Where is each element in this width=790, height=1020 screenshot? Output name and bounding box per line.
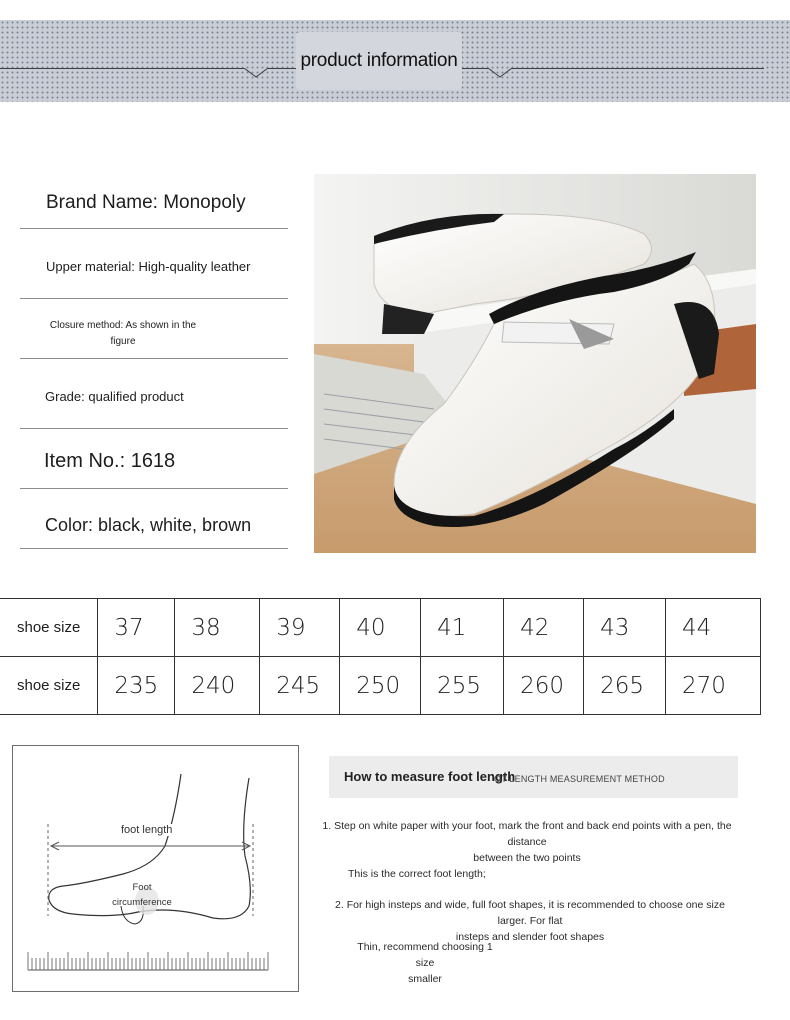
info-row-brand [20,170,288,229]
header-notch-right-icon [488,68,512,78]
size-cell: 40 [340,599,421,657]
step-2-line-1: 2. For high insteps and wide, full foot shapes, it is recommended to choose one size larger. For flat [335,899,725,927]
info-row-item-no [20,429,288,489]
product-photo [314,174,756,553]
circ-line-1: Foot [132,882,152,893]
table-row-eu-size [0,599,761,657]
size-cell: 270 [666,657,761,715]
size-cell: 235 [98,657,175,715]
brand-name: Brand Name: Monopoly [46,192,246,213]
info-row-color [20,489,288,549]
size-cell: 240 [175,657,260,715]
closure-line-2: figure [110,336,136,347]
foot-circumference-label [105,880,179,910]
size-cell: 43 [584,599,666,657]
correct-length-text: This is the correct foot length; [348,868,486,880]
info-row-material [20,229,288,299]
header-divider-right-inner [462,68,488,69]
size-chart-table [0,598,761,715]
header-divider-right [512,68,764,69]
measure-heading-bar [329,756,738,798]
size-cell: 39 [260,599,340,657]
foot-length-label: foot length [121,824,173,836]
item-number: Item No.: 1618 [44,450,176,472]
size-cell: 37 [98,599,175,657]
size-cell: 42 [504,599,584,657]
thin-foot-text [350,939,500,987]
table-row-mm-size [0,657,761,715]
thin-line-1: Thin, recommend choosing 1 size [357,941,493,969]
size-cell: 245 [260,657,340,715]
info-row-grade [20,359,288,429]
size-cell: 41 [421,599,504,657]
info-row-closure [20,299,288,359]
size-row-label: shoe size [0,599,98,657]
circ-line-2: circumference [112,897,172,908]
section-title: product information [296,32,462,90]
step-2-line-2: insteps and slender foot shapes [455,931,605,943]
closure-line-1: Closure method: As shown in the [49,320,197,331]
step-1-text [322,818,732,866]
thin-line-2: smaller [408,973,442,985]
size-cell: 260 [504,657,584,715]
size-cell: 255 [421,657,504,715]
size-cell: 265 [584,657,666,715]
size-row-label: shoe size [0,657,98,715]
step-2-text [322,897,738,945]
size-cell: 38 [175,599,260,657]
closure-method [20,318,226,350]
foot-measurement-diagram [12,745,299,992]
header-divider-left [0,68,244,69]
size-cell: 44 [666,599,761,657]
step-1-line-1: 1. Step on white paper with your foot, mark the front and back end points with a pen, the distance [322,820,732,848]
header-band [0,20,790,102]
foot-outline-icon [13,746,298,991]
header-divider-left-inner [268,68,296,69]
upper-material: Upper material: High-quality leather [46,259,251,274]
color-options: Color: black, white, brown [45,515,252,535]
size-cell: 250 [340,657,421,715]
measure-title: How to measure foot length [344,769,516,784]
header-notch-left-icon [244,68,268,78]
measure-subtitle: OT LENGTH MEASUREMENT METHOD [494,774,665,784]
product-info-list [20,170,288,549]
step-1-line-2: between the two points [473,852,581,864]
grade: Grade: qualified product [45,389,184,404]
